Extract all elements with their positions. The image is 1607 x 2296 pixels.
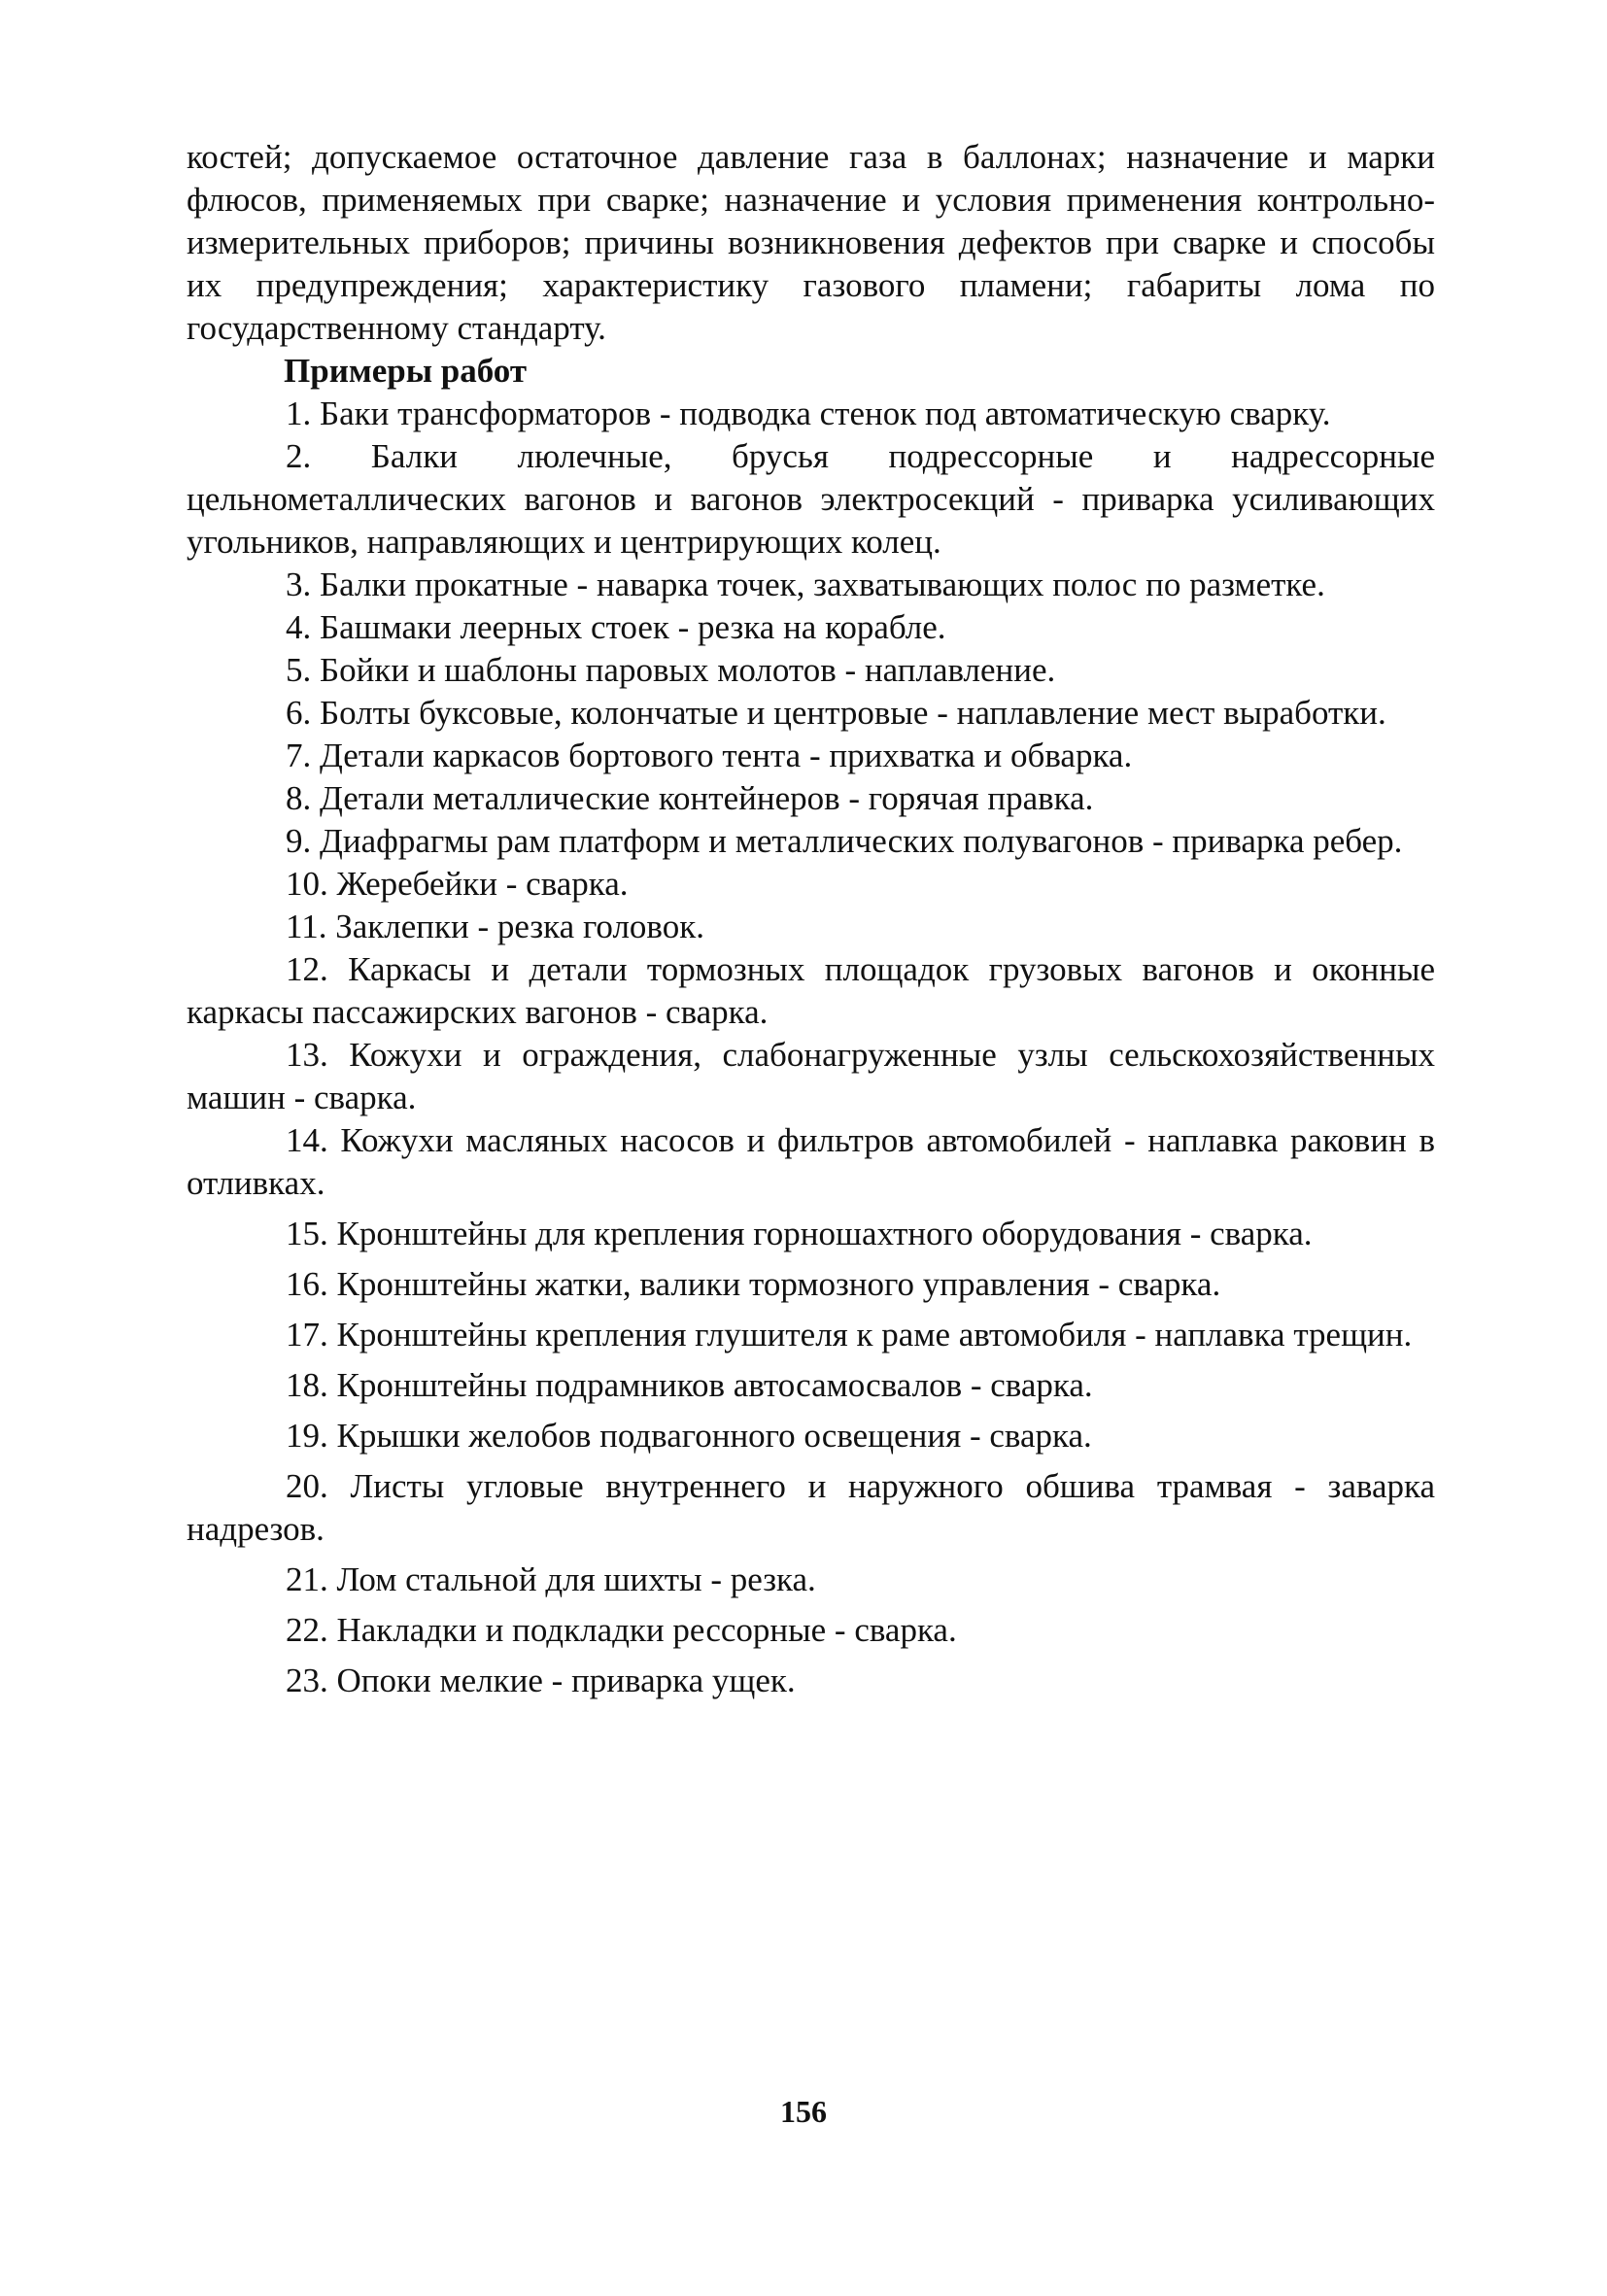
list-item: 13. Кожухи и ограждения, слабонагруженные узлы сельскохозяйственных машин - сварка. [187,1036,1435,1116]
list-item: 3. Балки прокатные - наварка точек, захватывающих полос по разметке. [286,565,1325,603]
list-item: 17. Кронштейны крепления глушителя к раме автомобиля - наплавка трещин. [286,1316,1413,1354]
list-item: 16. Кронштейны жатки, валики тормозного управления - сварка. [286,1265,1221,1303]
list-item: 21. Лом стальной для шихты - резка. [286,1560,816,1598]
section-heading: Примеры работ [284,352,528,390]
page-body [187,136,1435,1702]
list-item: 5. Бойки и шаблоны паровых молотов - наплавление. [286,651,1056,689]
list-item: 22. Накладки и подкладки рессорные - сварка. [286,1611,957,1649]
page-number: 156 [780,2094,827,2129]
list-item: 1. Баки трансформаторов - подводка стенок под автоматическую сварку. [286,394,1331,432]
list-item: 9. Диафрагмы рам платформ и металлических полувагонов - приварка ребер. [286,822,1403,860]
list-item: 19. Крышки желобов подвагонного освещения - сварка. [286,1417,1092,1455]
list-item: 6. Болты буксовые, колончатые и центровые - наплавление мест выработки. [286,694,1386,732]
list-item: 14. Кожухи масляных насосов и фильтров автомобилей - наплавка раковин в отливках. [187,1121,1435,1202]
list-item: 7. Детали каркасов бортового тента - прихватка и обварка. [286,737,1133,774]
list-item: 12. Каркасы и детали тормозных площадок грузовых вагонов и оконные каркасы пассажирских вагонов - сварка. [187,950,1435,1031]
list-item: 4. Башмаки леерных стоек - резка на корабле. [286,608,946,646]
list-item: 18. Кронштейны подрамников автосамосвалов - сварка. [286,1366,1093,1404]
list-item: 23. Опоки мелкие - приварка ущек. [286,1662,796,1699]
list-item: 20. Листы угловые внутреннего и наружного обшива трамвая - заварка надрезов. [187,1467,1435,1548]
list-item: 11. Заклепки - резка головок. [286,908,704,945]
list-item: 15. Кронштейны для крепления горношахтного оборудования - сварка. [286,1215,1313,1252]
list-item: 10. Жеребейки - сварка. [286,865,629,903]
list-item: 8. Детали металлические контейнеров - горячая правка. [286,779,1094,817]
examples-list [187,393,1435,1702]
list-item: 2. Балки люлечные, брусья подрессорные и надрессорные цельнометаллических вагонов и вагонов электросекций - приварка усиливающих угольников, направляющих и центрирующих колец. [187,437,1435,561]
intro-paragraph: костей; допускаемое остаточное давление газа в баллонах; назначение и марки флюсов, применяемых при сварке; назначение и условия применения контрольно-измерительных приборов; причины возникновения дефектов при сварке и способы их предупреждения; характеристику газового пламени; габариты лома по государственному стандарту. [187,138,1435,347]
